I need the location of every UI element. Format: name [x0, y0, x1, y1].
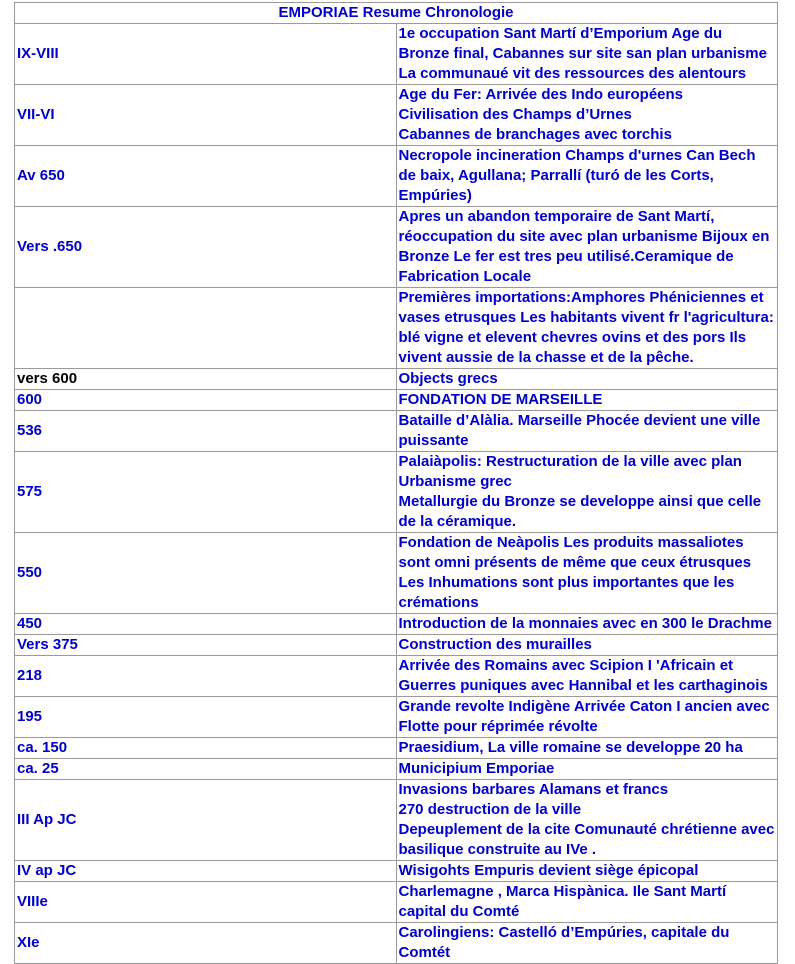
row-date: vers 600: [15, 369, 397, 390]
row-date: 550: [15, 533, 397, 614]
row-date: VII-VI: [15, 85, 397, 146]
row-date: [15, 288, 397, 369]
row-date: ca. 150: [15, 738, 397, 759]
description-line: Premières importations:Amphores Phéniciennes et vases etrusques Les habitants vivent fr l'agricultura: blé vigne et elevent chevres ovins et des pors Ils vivent aussie de la chasse et de la pêche.: [398, 289, 774, 366]
row-description: [396, 369, 778, 390]
description-line: Civilisation des Champs d’Urnes: [398, 106, 632, 123]
table-title: EMPORIAE Resume Chronologie: [15, 3, 778, 24]
description-line: Arrivée des Romains avec Scipion I 'Africain et Guerres puniques avec Hannibal et les carthaginois: [398, 657, 768, 694]
row-date: III Ap JC: [15, 780, 397, 861]
description-line: Praesidium, La ville romaine se developpe 20 ha: [398, 739, 743, 756]
row-date: Vers .650: [15, 207, 397, 288]
table-row: [15, 85, 778, 146]
row-description: [396, 697, 778, 738]
description-line: Age du Fer: Arrivée des Indo européens: [398, 86, 684, 103]
row-date: Av 650: [15, 146, 397, 207]
table-row: [15, 759, 778, 780]
description-line: Depeuplement de la cite Comunauté chrétienne avec basilique construite au IVe .: [398, 821, 775, 858]
row-date: IV ap JC: [15, 861, 397, 882]
description-line: Invasions barbares Alamans et francs: [398, 781, 669, 798]
description-line: Palaiàpolis: Restructuration de la ville avec plan Urbanisme grec: [398, 453, 742, 490]
row-description: [396, 861, 778, 882]
row-description: [396, 85, 778, 146]
table-row: [15, 452, 778, 533]
description-line: Wisigohts Empuris devient siège épicopal: [398, 862, 699, 879]
row-description: [396, 759, 778, 780]
table-row: [15, 861, 778, 882]
row-description: [396, 24, 778, 85]
table-row: [15, 369, 778, 390]
description-line: Necropole incineration Champs d'urnes Can Bech de baix, Agullana; Parrallí (turó de les Corts, Empúries): [398, 147, 756, 204]
row-description: [396, 146, 778, 207]
row-date: ca. 25: [15, 759, 397, 780]
description-line: Introduction de la monnaies avec en 300 le Drachme: [398, 615, 772, 632]
row-description: [396, 656, 778, 697]
row-date: XIe: [15, 923, 397, 964]
row-date: 195: [15, 697, 397, 738]
table-row: [15, 882, 778, 923]
description-line: Apres un abandon temporaire de Sant Martí, réoccupation du site avec plan urbanisme Bijoux en Bronze Le fer est tres peu utilisé.Ceramique de Fabrication Locale: [398, 208, 770, 285]
table-row: [15, 533, 778, 614]
row-description: [396, 882, 778, 923]
table-row: [15, 697, 778, 738]
row-date: Vers 375: [15, 635, 397, 656]
row-description: [396, 780, 778, 861]
chronology-table-body: [15, 3, 778, 964]
row-description: [396, 923, 778, 964]
table-row: [15, 656, 778, 697]
chronology-wrapper: [14, 2, 778, 964]
row-date: 536: [15, 411, 397, 452]
chronology-table: [14, 2, 778, 964]
row-date: 450: [15, 614, 397, 635]
table-row: [15, 780, 778, 861]
table-row: [15, 923, 778, 964]
description-line: Carolingiens: Castelló d’Empúries, capitale du Comtét: [398, 924, 730, 961]
row-description: [396, 614, 778, 635]
row-description: [396, 390, 778, 411]
description-line: Charlemagne , Marca Hispànica. Ile Sant Martí capital du Comté: [398, 883, 727, 920]
description-line: Construction des murailles: [398, 636, 592, 653]
description-line: Objects grecs: [398, 370, 498, 387]
description-line: 270 destruction de la ville: [398, 801, 582, 818]
description-line: 1e occupation Sant Martí d’Emporium Age du Bronze final, Cabannes sur site san plan urbanisme: [398, 25, 767, 62]
row-description: [396, 738, 778, 759]
table-row: [15, 411, 778, 452]
row-description: [396, 288, 778, 369]
row-date: 575: [15, 452, 397, 533]
row-date: IX-VIII: [15, 24, 397, 85]
table-row: [15, 614, 778, 635]
table-row: [15, 207, 778, 288]
table-row: [15, 390, 778, 411]
row-description: [396, 452, 778, 533]
row-description: [396, 207, 778, 288]
row-date: VIIIe: [15, 882, 397, 923]
description-line: FONDATION DE MARSEILLE: [398, 391, 603, 408]
description-line: Bataille d’Alàlia. Marseille Phocée devient une ville puissante: [398, 412, 761, 449]
description-line: Municipium Emporiae: [398, 760, 555, 777]
row-date: 218: [15, 656, 397, 697]
table-row: [15, 288, 778, 369]
table-row: [15, 24, 778, 85]
row-description: [396, 533, 778, 614]
table-row: [15, 635, 778, 656]
description-line: Grande revolte Indigène Arrivée Caton I ancien avec Flotte pour réprimée révolte: [398, 698, 770, 735]
table-row: [15, 738, 778, 759]
row-date: 600: [15, 390, 397, 411]
description-line: Fondation de Neàpolis Les produits massaliotes sont omni présents de même que ceux étrusques Les Inhumations sont plus importantes que les crémations: [398, 534, 752, 611]
row-description: [396, 411, 778, 452]
description-line: Metallurgie du Bronze se developpe ainsi que celle de la céramique.: [398, 493, 762, 530]
title-row: [15, 3, 778, 24]
description-line: Cabannes de branchages avec torchis: [398, 126, 672, 143]
table-row: [15, 146, 778, 207]
description-line: La communaué vit des ressources des alentours: [398, 65, 747, 82]
row-description: [396, 635, 778, 656]
